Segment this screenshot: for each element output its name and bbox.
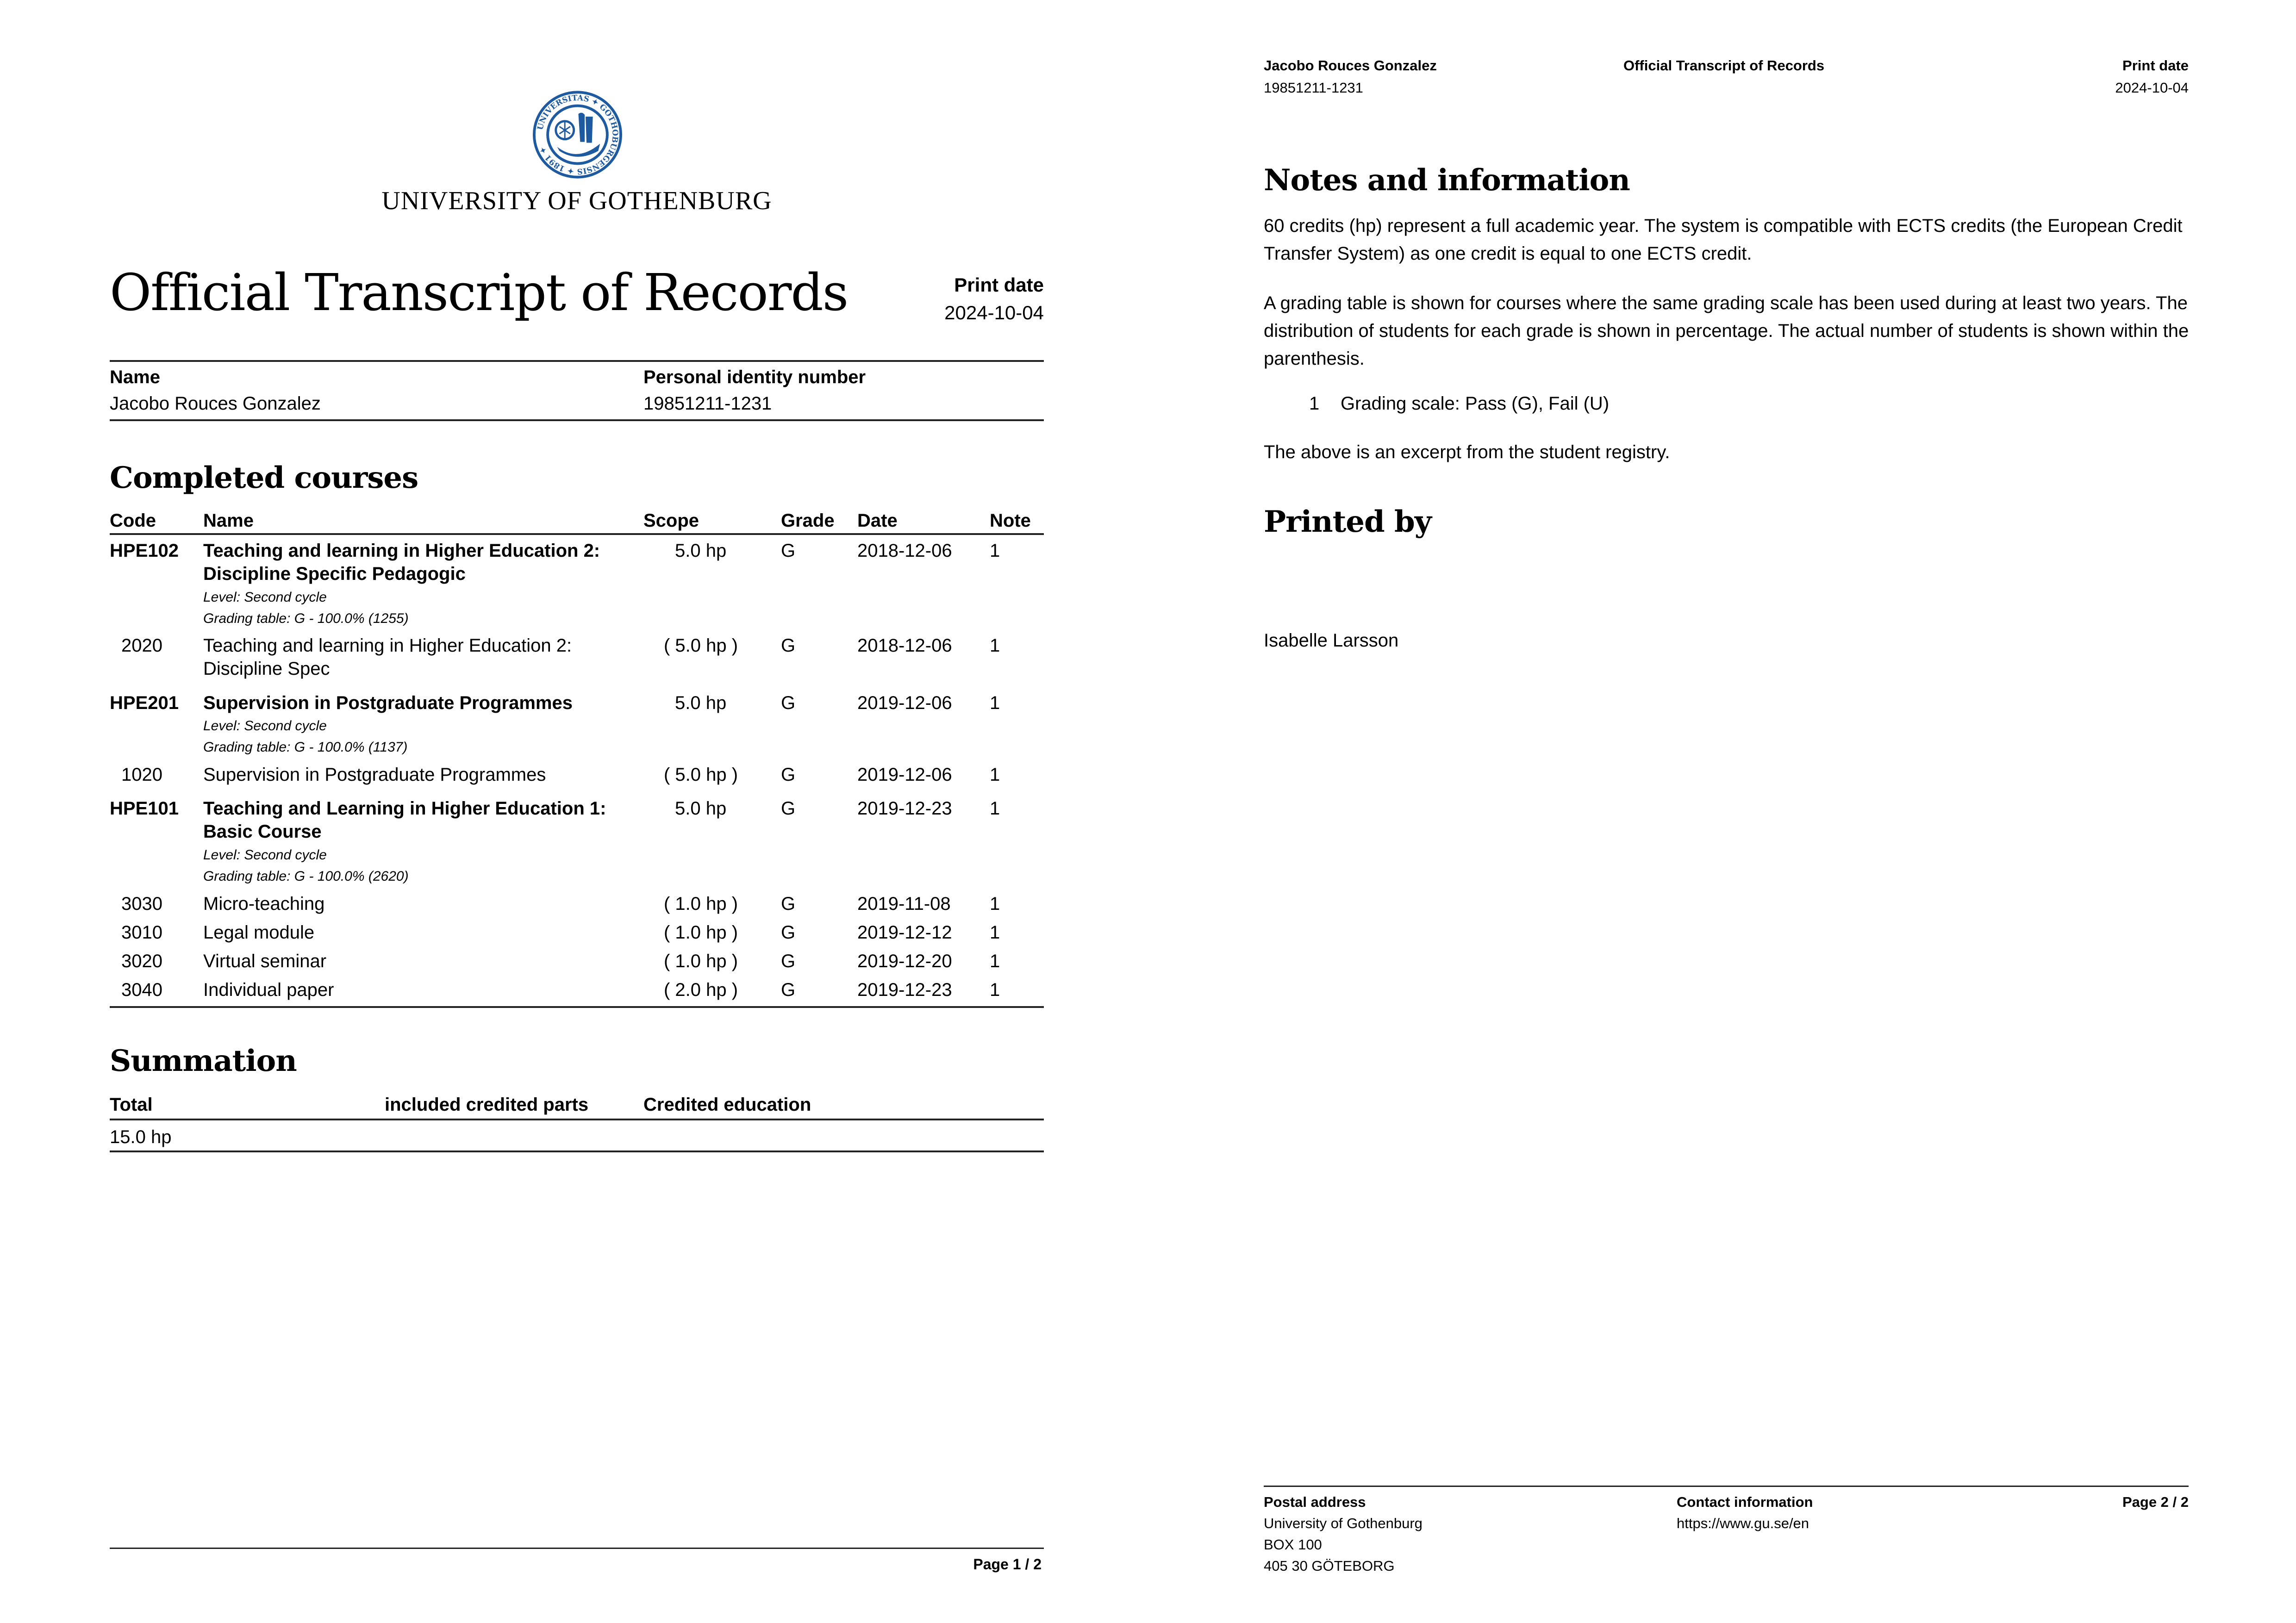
course-grade: G	[781, 798, 796, 819]
course-level: Level: Second cycle	[203, 847, 327, 863]
module-date: 2019-12-23	[857, 980, 952, 1000]
module-name: Virtual seminar	[203, 951, 327, 971]
contact-url-link[interactable]: https://www.gu.se/en	[1677, 1515, 1809, 1531]
divider	[110, 419, 1044, 421]
summation-col-included-parts: included credited parts	[385, 1094, 589, 1115]
module-code: 3010	[121, 922, 162, 943]
print-date-label: Print date	[954, 274, 1044, 296]
course-note: 1	[990, 798, 1000, 819]
notes-heading: Notes and information	[1264, 163, 1630, 198]
module-date: 2019-12-12	[857, 922, 952, 943]
course-level: Level: Second cycle	[203, 590, 327, 605]
course-scope: 5.0 hp	[675, 541, 727, 561]
page-number: Page 1 / 2	[973, 1556, 1042, 1573]
course-code: HPE201	[110, 693, 179, 713]
module-grade: G	[781, 980, 796, 1000]
course-grade: G	[781, 541, 796, 561]
col-grade: Grade	[781, 510, 835, 531]
printed-by-heading: Printed by	[1264, 504, 1431, 539]
module-grade: G	[781, 765, 796, 785]
note-text: Grading scale: Pass (G), Fail (U)	[1341, 393, 1610, 414]
module-grade: G	[781, 922, 796, 943]
header-student-name: Jacobo Rouces Gonzalez	[1264, 57, 1437, 74]
note-number: 1	[1309, 393, 1320, 414]
notes-paragraph: The above is an excerpt from the student registry.	[1264, 442, 1670, 462]
module-scope: ( 1.0 hp )	[664, 922, 738, 943]
module-scope: ( 1.0 hp )	[664, 951, 738, 971]
divider	[110, 360, 1044, 362]
postal-line: University of Gothenburg	[1264, 1515, 1423, 1531]
module-grade: G	[781, 951, 796, 971]
footer-rule	[1264, 1486, 2189, 1487]
svg-text:UNIVERSITAS ✦ GOTHOBURGENSIS ✦: UNIVERSITAS ✦ GOTHOBURGENSIS ✦ 1891 ✦	[535, 93, 620, 177]
student-pin: 19851211-1231	[643, 393, 772, 414]
module-code: 3030	[121, 894, 162, 914]
module-note: 1	[990, 635, 1000, 656]
postal-line: BOX 100	[1264, 1536, 1322, 1553]
module-grade: G	[781, 894, 796, 914]
course-grading-table: Grading table: G - 100.0% (1255)	[203, 611, 409, 626]
completed-courses-heading: Completed courses	[110, 460, 418, 495]
course-date: 2019-12-06	[857, 693, 952, 713]
summation-col-total: Total	[110, 1094, 153, 1115]
table-bottom-rule	[110, 1006, 1044, 1008]
course-grading-table: Grading table: G - 100.0% (1137)	[203, 740, 408, 755]
header-title: Official Transcript of Records	[1623, 57, 1825, 74]
pin-label: Personal identity number	[643, 367, 866, 387]
col-name: Name	[203, 510, 254, 531]
student-name: Jacobo Rouces Gonzalez	[110, 393, 321, 414]
course-level: Level: Second cycle	[203, 718, 327, 734]
module-date: 2019-12-20	[857, 951, 952, 971]
summation-header-rule	[110, 1119, 1044, 1120]
header-print-date: 2024-10-04	[2115, 80, 2189, 96]
course-name-cont: Basic Course	[203, 821, 322, 842]
module-grade: G	[781, 635, 796, 656]
module-date: 2019-11-08	[857, 894, 951, 914]
notes-paragraph: A grading table is shown for courses where the same grading scale has been used during at least two years. The distribution of students for each grade is shown in percentage. The actual number of students is shown within the parenthesis.	[1264, 293, 2189, 369]
summation-col-credited-education: Credited education	[643, 1094, 811, 1115]
page-2	[1148, 0, 2296, 1623]
module-scope: ( 5.0 hp )	[664, 635, 738, 656]
printed-by-name: Isabelle Larsson	[1264, 630, 1399, 651]
module-name-cont: Discipline Spec	[203, 659, 330, 679]
col-scope: Scope	[643, 510, 699, 531]
summation-heading: Summation	[110, 1044, 297, 1078]
course-note: 1	[990, 693, 1000, 713]
module-name: Micro-teaching	[203, 894, 325, 914]
course-grading-table: Grading table: G - 100.0% (2620)	[203, 869, 409, 884]
university-seal-icon	[532, 90, 623, 179]
course-scope: 5.0 hp	[675, 693, 727, 713]
module-note: 1	[990, 922, 1000, 943]
page-number: Page 2 / 2	[2122, 1494, 2189, 1510]
university-name: UNIVERSITY OF GOTHENBURG	[381, 187, 772, 215]
module-scope: ( 1.0 hp )	[664, 894, 738, 914]
module-note: 1	[990, 894, 1000, 914]
module-name: Supervision in Postgraduate Programmes	[203, 765, 546, 785]
col-code: Code	[110, 510, 156, 531]
header-student-pin: 19851211-1231	[1264, 80, 1363, 96]
course-note: 1	[990, 541, 1000, 561]
module-name: Individual paper	[203, 980, 334, 1000]
course-scope: 5.0 hp	[675, 798, 727, 819]
col-note: Note	[990, 510, 1031, 531]
course-name-cont: Discipline Specific Pedagogic	[203, 564, 466, 584]
contact-info-label: Contact information	[1677, 1494, 1813, 1510]
postal-line: 405 30 GÖTEBORG	[1264, 1558, 1395, 1574]
module-scope: ( 2.0 hp )	[664, 980, 738, 1000]
module-code: 3020	[121, 951, 162, 971]
course-date: 2018-12-06	[857, 541, 952, 561]
module-scope: ( 5.0 hp )	[664, 765, 738, 785]
summation-total-value: 15.0 hp	[110, 1127, 172, 1147]
header-print-date-label: Print date	[2122, 57, 2189, 74]
course-code: HPE101	[110, 798, 179, 819]
course-name: Teaching and learning in Higher Education 2:	[203, 541, 600, 561]
module-code: 1020	[121, 765, 162, 785]
module-note: 1	[990, 980, 1000, 1000]
course-grade: G	[781, 693, 796, 713]
page-title: Official Transcript of Records	[110, 263, 848, 322]
module-code: 3040	[121, 980, 162, 1000]
summation-bottom-rule	[110, 1150, 1044, 1152]
name-label: Name	[110, 367, 160, 387]
module-name: Teaching and learning in Higher Education 2:	[203, 635, 572, 656]
col-date: Date	[857, 510, 898, 531]
module-name: Legal module	[203, 922, 315, 943]
print-date-value: 2024-10-04	[944, 302, 1044, 323]
module-code: 2020	[121, 635, 162, 656]
course-date: 2019-12-23	[857, 798, 952, 819]
postal-address-label: Postal address	[1264, 1494, 1366, 1510]
module-note: 1	[990, 765, 1000, 785]
course-name: Teaching and Learning in Higher Education 1:	[203, 798, 606, 819]
course-name: Supervision in Postgraduate Programmes	[203, 693, 573, 713]
table-header-rule	[110, 533, 1044, 535]
course-code: HPE102	[110, 541, 179, 561]
module-date: 2018-12-06	[857, 635, 952, 656]
footer-rule	[110, 1548, 1044, 1549]
module-date: 2019-12-06	[857, 765, 952, 785]
module-note: 1	[990, 951, 1000, 971]
notes-paragraph: 60 credits (hp) represent a full academic year. The system is compatible with ECTS credits (the European Credit Transfer System) as one credit is equal to one ECTS credit.	[1264, 216, 2183, 264]
